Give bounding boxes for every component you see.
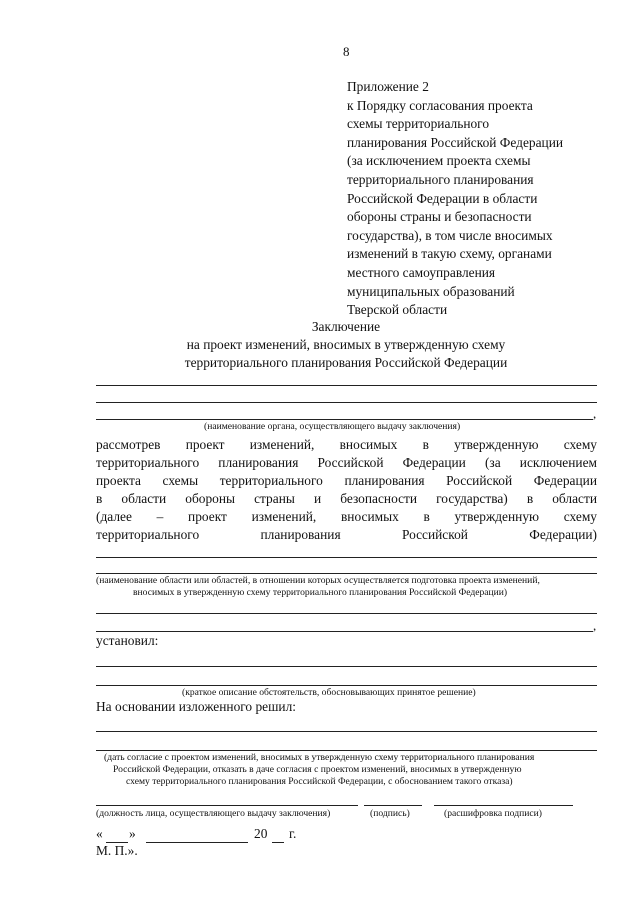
caption-decryption: (расшифровка подписи) (444, 808, 542, 819)
appendix-line: муниципальных образований (347, 283, 515, 299)
appendix-line: Приложение 2 (347, 79, 429, 94)
fill-line (96, 573, 597, 574)
date-open-quote: « (96, 826, 103, 841)
appendix-line: к Порядку согласования проекта (347, 97, 533, 113)
fill-line (96, 685, 597, 686)
comma: , (593, 618, 597, 633)
fill-line (96, 419, 593, 420)
stamp-label: М. П.». (96, 843, 138, 858)
appendix-line: государства), в том числе вносимых (347, 227, 553, 243)
fill-line (96, 750, 597, 751)
fill-line (96, 557, 597, 558)
body-line: проекта схемы территориального планирования Российской Федерации (96, 473, 597, 488)
appendix-line: изменений в такую схему, органами (347, 246, 552, 262)
body-line: (далее – проект изменений, вносимых в утвержденную схему (96, 509, 597, 524)
body-line: территориального планирования Российской Федерации) (96, 527, 597, 542)
appendix-line: Тверской области (347, 302, 448, 318)
body-line: в области обороны страны и безопасности государства) в области (96, 491, 597, 506)
date-year-prefix: 20 (254, 826, 268, 841)
position-line (96, 805, 358, 806)
comma: , (593, 406, 597, 421)
document-subtitle: на проект изменений, вносимых в утвержденную схему (186, 337, 506, 352)
signature-line (364, 805, 422, 806)
document-title: Заключение (311, 319, 381, 334)
date-year-suffix: г. (289, 826, 297, 841)
appendix-line: схемы территориального (347, 116, 490, 132)
caption-organ: (наименование органа, осуществляющего выдачу заключения) (204, 421, 461, 432)
fill-line (96, 385, 597, 386)
caption-region: (наименование области или областей, в отношении которых осуществляется подготовка проекта изменений, (96, 575, 540, 586)
date-close-quote: » (129, 826, 136, 841)
body-line: рассмотрев проект изменений, вносимых в утвержденную схему (96, 437, 597, 452)
fill-line (96, 631, 593, 632)
appendix-line: территориального планирования (347, 171, 534, 187)
caption-decision: Российской Федерации, отказать в даче согласия с проектом изменений, вносимых в утвержденную (113, 764, 522, 775)
date-year-line (272, 842, 284, 843)
decided-label: На основании изложенного решил: (96, 699, 296, 714)
appendix-line: (за исключением проекта схемы (347, 153, 531, 169)
date-month-line (146, 842, 248, 843)
caption-position: (должность лица, осуществляющего выдачу заключения) (96, 808, 331, 819)
fill-line (96, 402, 597, 403)
body-line: территориального планирования Российской Федерации (за исключением (96, 455, 597, 470)
fill-line (96, 613, 597, 614)
decryption-line (434, 805, 573, 806)
caption-decision: (дать согласие с проектом изменений, вносимых в утвержденную схему территориального планирования (104, 752, 535, 763)
appendix-line: Российской Федерации в области (347, 190, 538, 206)
fill-line (96, 731, 597, 732)
caption-signature: (подпись) (370, 808, 410, 819)
appendix-line: обороны страны и безопасности (347, 209, 532, 225)
appendix-line: планирования Российской Федерации (347, 134, 564, 150)
caption-brief: (краткое описание обстоятельств, обосновывающих принятое решение) (182, 687, 476, 698)
caption-region: вносимых в утвержденную схему территориального планирования Российской Федерации) (133, 587, 508, 598)
appendix-header (347, 78, 617, 320)
fill-line (96, 666, 597, 667)
page-number: 8 (343, 44, 350, 59)
appendix-line: местного самоуправления (347, 264, 496, 280)
established-label: установил: (96, 633, 159, 648)
document-subtitle: территориального планирования Российской Федерации (184, 355, 508, 370)
caption-decision: схему территориального планирования Российской Федерации, с обоснованием такого отказа) (126, 776, 513, 787)
